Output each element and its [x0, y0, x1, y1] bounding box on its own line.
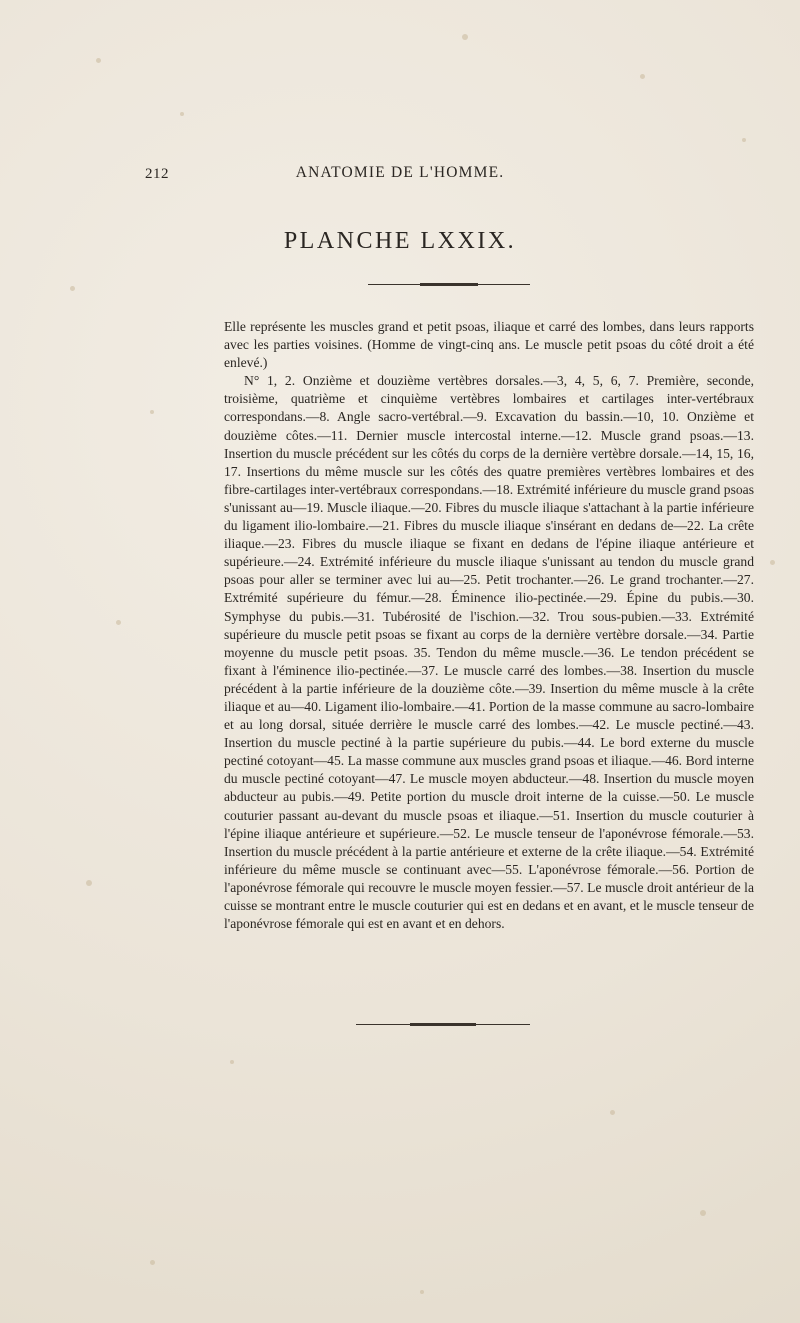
paper-speck: [462, 34, 468, 40]
paper-speck: [610, 1110, 615, 1115]
paper-speck: [150, 410, 154, 414]
legend-paragraph: N° 1, 2. Onzième et douzième vertèbres dorsales.—3, 4, 5, 6, 7. Première, seconde, troisième, quatrième et cinquième vertèbres lombaires et cartilages inter-vertébraux correspondans.—8. Angle sacro-vertébral.—9. Excavation du bassin.—10, 10. Onzième et douzième côtes.—11. Dernier muscle intercostal interne.—12. Muscle grand psoas.—13. Insertion du muscle précédent sur les côtés du corps de la dernière vertèbre dorsale.—14, 15, 16, 17. Insertions du même muscle sur les côtés des quatre premières vertèbres lombaires et des fibre-cartilages inter-vertébraux correspondans.—18. Extrémité inférieure du muscle grand psoas s'unissant au—19. Muscle iliaque.—20. Fibres du muscle iliaque s'attachant à la partie inférieure du ligament ilio-lombaire.—21. Fibres du muscle iliaque s'insérant en dedans de—22. La crête iliaque.—23. Fibres du muscle iliaque se fixant en dedans de l'épine iliaque antérieure et supérieure.—24. Extrémité inférieure du muscle iliaque s'unissant au tendon du muscle grand psoas pour aller se terminer avec lui au—25. Petit trochanter.—26. Le grand trochanter.—27. Extrémité supérieure du fémur.—28. Éminence ilio-pectinée.—29. Épine du pubis.—30. Symphyse du pubis.—31. Tubérosité de l'ischion.—32. Trou sous-pubien.—33. Extrémité supérieure du muscle petit psoas se fixant au corps de la dernière vertèbre dorsale.—34. Partie moyenne du muscle petit psoas. 35. Tendon du même muscle.—36. Le tendon précédent se fixant à l'éminence ilio-pectinée.—37. Le muscle carré des lombes.—38. Insertion du muscle précédent à la partie inférieure de la douzième côte.—39. Insertion du même muscle à la crête iliaque et au—40. Ligament ilio-lombaire.—41. Portion de la masse commune au sacro-lombaire et au long dorsal, située derrière le muscle carré des lombes.—42. Le muscle pectiné.—43. Insertion du muscle pectiné à la partie supérieure du pubis.—44. Le bord externe du muscle pectiné cotoyant—45. La masse commune aux muscles grand psoas et iliaque.—46. Bord interne du muscle pectiné cotoyant—47. Le muscle moyen abducteur.—48. Insertion du muscle moyen abducteur au pubis.—49. Petite portion du muscle droit interne de la cuisse.—50. Le muscle couturier passant au-devant du muscle psoas et iliaque.—51. Insertion du muscle couturier à l'épine iliaque antérieure et supérieure.—52. Le muscle tenseur de l'aponévrose fémorale.—53. Insertion du muscle précédent à la partie antérieure et externe de la crête iliaque.—54. Extrémité inférieure du même muscle se continuant avec—55. L'aponévrose fémorale.—56. Portion de l'aponévrose fémorale qui recouvre le muscle moyen fessier.—57. Le muscle droit antérieur de la cuisse se montrant entre le muscle couturier qui est en dedans et en avant, et le muscle tenseur de l'aponévrose fémorale qui est en avant et en dehors.: [224, 373, 754, 932]
paper-speck: [742, 138, 746, 142]
paper-speck: [700, 1210, 706, 1216]
page-number: 212: [145, 166, 169, 182]
paper-speck: [150, 1260, 155, 1265]
plate-title: PLANCHE LXXIX.: [283, 228, 517, 254]
paper-speck: [86, 880, 92, 886]
title-rule-ornament: [420, 283, 478, 286]
plate-description: [224, 318, 754, 933]
running-title: ANATOMIE DE L'HOMME.: [295, 164, 505, 181]
paper-speck: [230, 1060, 234, 1064]
intro-paragraph: Elle représente les muscles grand et petit psoas, iliaque et carré des lombes, dans leurs rapports avec les parties voisines. (Homme de vingt-cinq ans. Le muscle petit psoas du côté droit a été enlevé.): [224, 319, 754, 371]
paper-speck: [96, 58, 101, 63]
paper-speck: [180, 112, 184, 116]
end-rule-ornament: [410, 1023, 476, 1026]
paper-speck: [770, 560, 775, 565]
paper-speck: [116, 620, 121, 625]
paper-speck: [420, 1290, 424, 1294]
paper-speck: [640, 74, 645, 79]
paper-speck: [70, 286, 75, 291]
